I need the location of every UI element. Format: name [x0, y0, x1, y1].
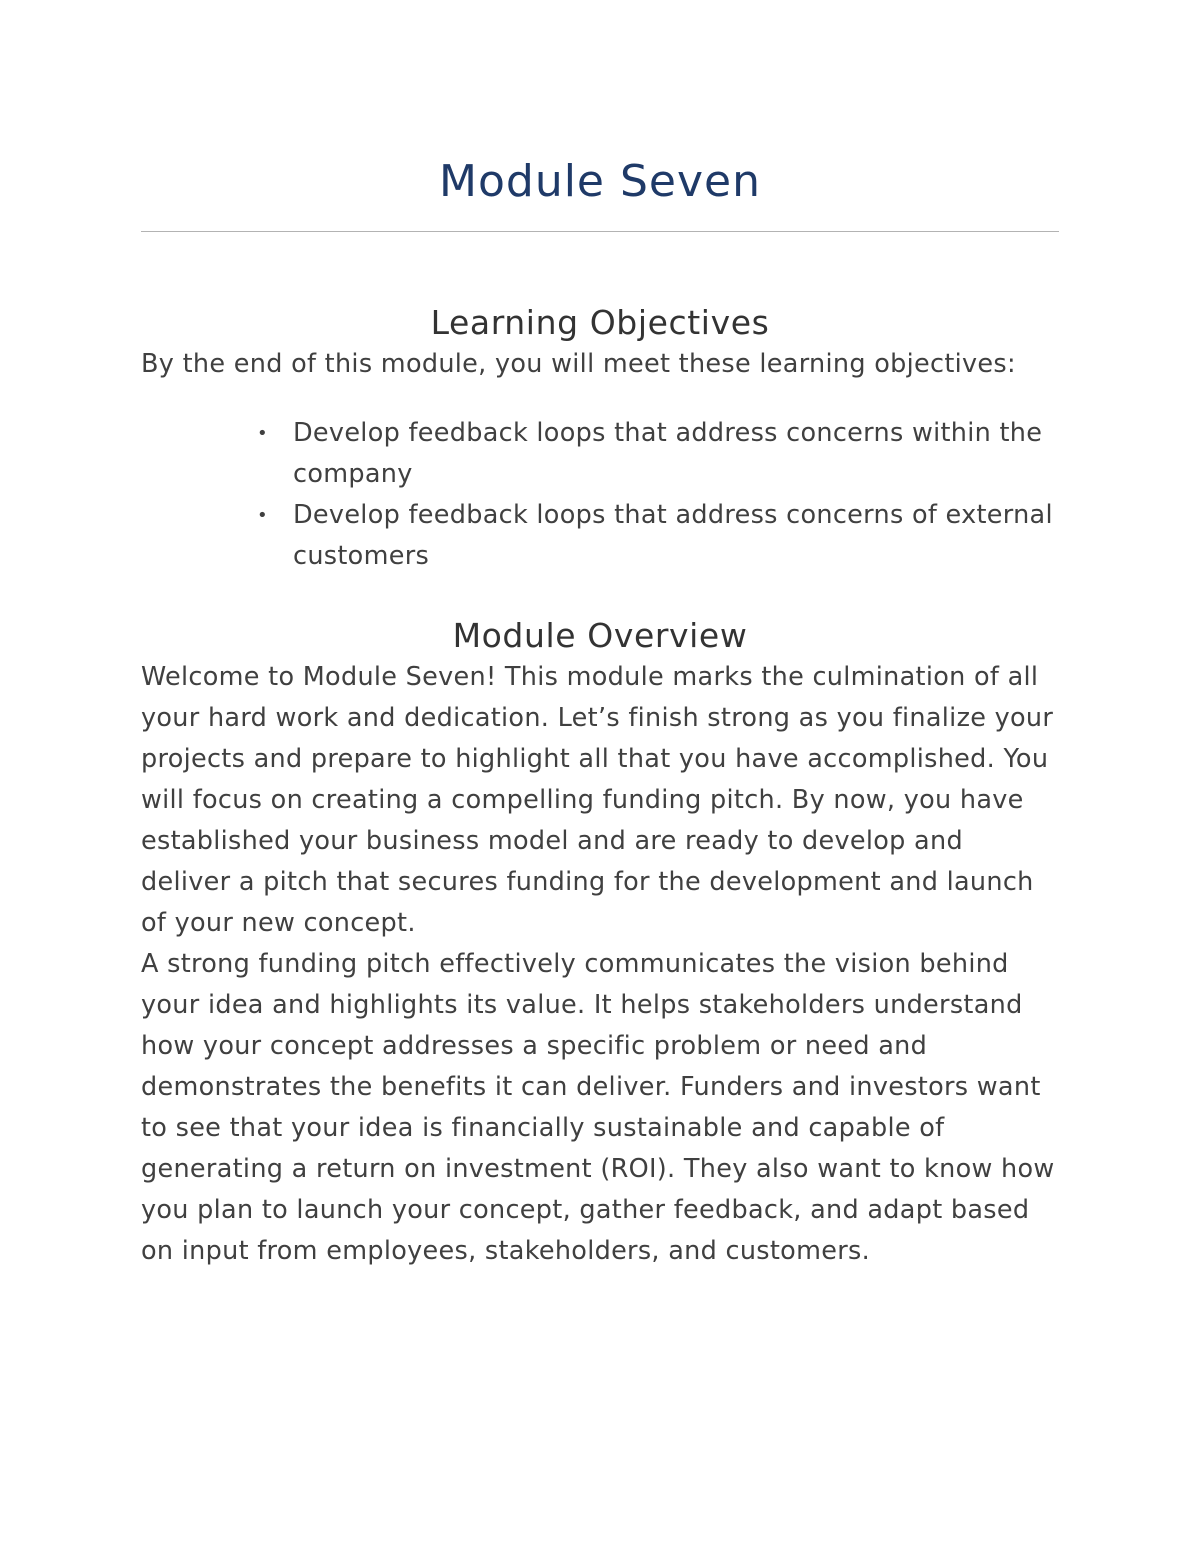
list-item	[257, 413, 1059, 495]
module-overview-heading: Module Overview	[452, 616, 748, 655]
bullet-icon: •	[257, 423, 268, 444]
overview-paragraph: Welcome to Module Seven! This module marks the culmination of all your hard work and dedication. Let’s finish strong as you finalize your projects and prepare to highlight all that you have accomplished. You will focus on creating a compelling funding pitch. By now, you have established your business model and are ready to develop and deliver a pitch that secures funding for the development and launch of your new concept.	[141, 662, 1054, 938]
objective-text: Develop feedback loops that address concerns of external customers	[293, 500, 1053, 571]
bullet-icon: •	[257, 505, 268, 526]
objective-text: Develop feedback loops that address concerns within the company	[293, 418, 1043, 489]
objectives-list	[141, 413, 1059, 577]
page-title: Module Seven	[439, 156, 761, 207]
learning-objectives-intro: By the end of this module, you will meet these learning objectives:	[141, 349, 1016, 379]
document-page	[141, 150, 1059, 1272]
list-item	[257, 495, 1059, 577]
overview-paragraph: A strong funding pitch effectively communicates the vision behind your idea and highlights its value. It helps stakeholders understand how your concept addresses a specific problem or need and demonstrates the benefits it can deliver. Funders and investors want to see that your idea is financially sustainable and capable of generating a return on investment (ROI). They also want to know how you plan to launch your concept, gather feedback, and adapt based on input from employees, stakeholders, and customers.	[141, 949, 1055, 1266]
title-divider	[141, 231, 1059, 232]
learning-objectives-heading: Learning Objectives	[430, 303, 770, 342]
